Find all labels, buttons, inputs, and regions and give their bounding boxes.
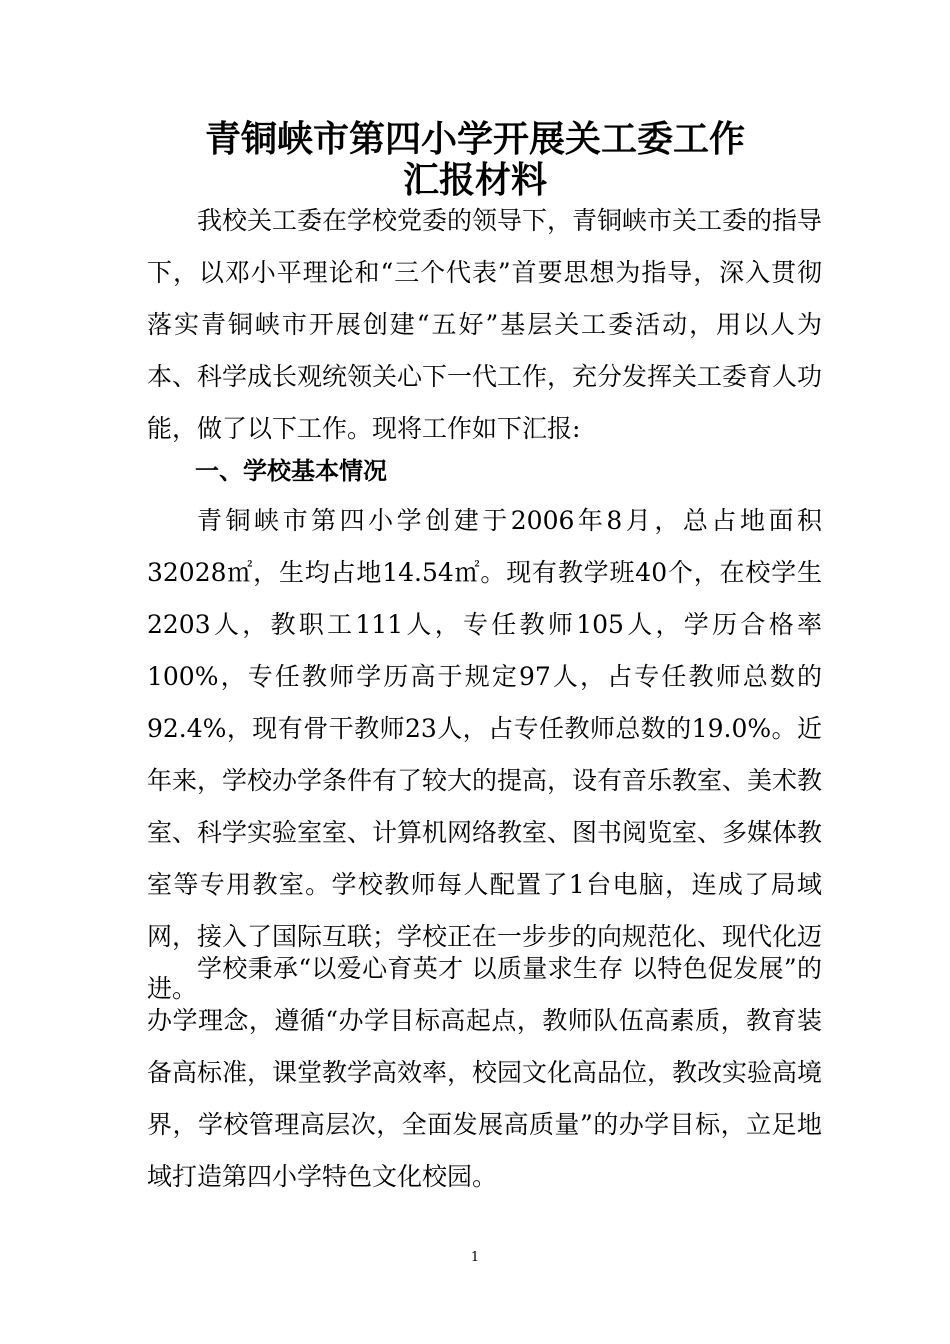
school-info-paragraph: 青铜峡市第四小学创建于2006年8月，总占地面积32028㎡，生均占地14.54㎡。现有教学班40个，在校学生2203人，教职工111人，专任教师105人，学历合格率100%，专任教师学历高于规定97人，占专任教师总数的92.4%，现有骨干教师23人，占专任教师总数的19.0%。近年来，学校办学条件有了较大的提高，设有音乐教室、美术教室、科学实验室室、计算机网络教室、图书阅览室、多媒体教室等专用教室。学校教师每人配置了1台电脑，连成了局域网，接入了国际互联；学校正在一步步的向规范化、现代化迈进。: [147, 506, 823, 1003]
document-title-line-2: 汇报材料: [402, 160, 547, 201]
document-title-line-1: 青铜峡市第四小学开展关工委工作: [204, 119, 745, 160]
section-heading: 一、学校基本情况: [195, 457, 387, 485]
school-philosophy-paragraph: 学校秉承“以爱心育英才 以质量求生存 以特色促发展”的办学理念，遵循“办学目标高起点，教师队伍高素质，教育装备高标准，课堂教学高效率，校园文化高品位，教改实验高境界，学校管理高层次，全面发展高质量”的办学目标，立足地域打造第四小学特色文化校园。: [147, 954, 823, 1191]
page-number: 1: [470, 1250, 480, 1265]
intro-paragraph: 我校关工委在学校党委的领导下，青铜峡市关工委的指导下，以邓小平理论和“三个代表”首要思想为指导，深入贯彻落实青铜峡市开展创建“五好”基层关工委活动，用以人为本、科学成长观统领关心下一代工作，充分发挥关工委育人功能，做了以下工作。现将工作如下汇报:: [147, 206, 823, 443]
